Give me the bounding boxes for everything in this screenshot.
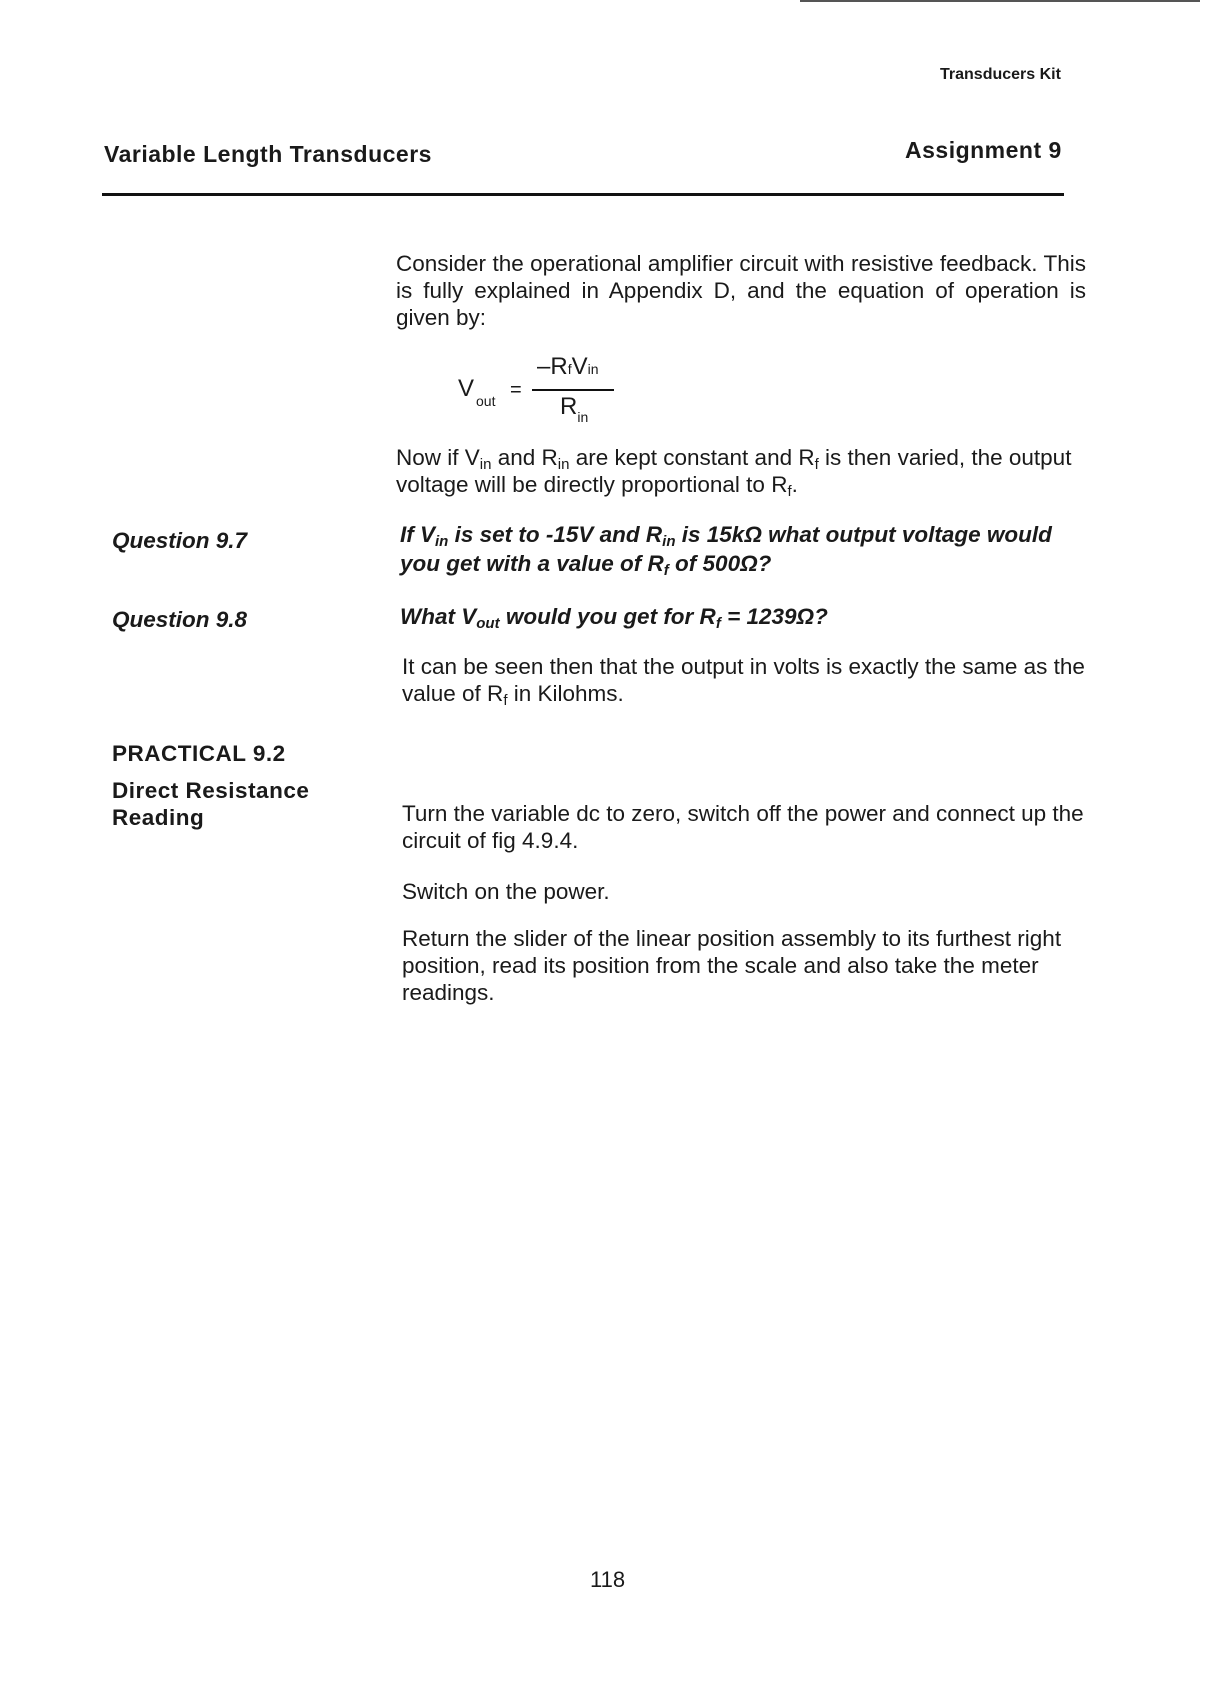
- equation-lhs: V: [458, 375, 475, 402]
- kit-title: Transducers Kit: [940, 66, 1061, 83]
- equation-denominator: $R_{in}$: [560, 393, 589, 425]
- header-rule: [102, 193, 1064, 196]
- fraction-bar: [532, 389, 614, 391]
- step-power-on: Switch on the power.: [402, 879, 610, 904]
- kilohms-paragraph: It can be seen then that the output in volts is exactly the same as the value of $R_f$ in Kilohms.: [402, 654, 1085, 709]
- question-9-7-text: If $V_{in}$ is set to -15V and $R_{in}$ is 15kΩ what output voltage would you get with a value of $R_f$ of 500Ω?: [400, 522, 1052, 579]
- scan-edge-line: [800, 0, 1200, 2]
- question-9-8-label: Question 9.8: [112, 607, 248, 632]
- question-9-8-text: What $V_{out}$ would you get for $R_f = 1239\Omega$?: [400, 604, 828, 632]
- equation-lhs-sub: out: [476, 393, 496, 409]
- question-9-7-label: Question 9.7: [112, 528, 248, 553]
- chapter-title: Variable Length Transducers: [104, 141, 432, 167]
- equation-numerator: –RfVin: [537, 353, 599, 380]
- proportional-paragraph: Now if $V_{in}$ and $R_{in}$ are kept constant and $R_f$ is then varied, the output voltage will be directly proportional to $R_f$.: [396, 445, 1072, 500]
- page-number: 118: [590, 1567, 626, 1592]
- step-return-slider: Return the slider of the linear position assembly to its furthest right position, read its position from the scale and also take the meter readings.: [402, 926, 1062, 1005]
- equation-equals: =: [510, 379, 522, 401]
- assignment-title: Assignment 9: [905, 137, 1062, 163]
- practical-subtitle: Direct Resistance Reading: [112, 778, 310, 830]
- practical-title: PRACTICAL 9.2: [112, 741, 286, 766]
- step-connect-circuit: Turn the variable dc to zero, switch off the power and connect up the circuit of fig 4.9.4.: [402, 801, 1084, 853]
- op-amp-equation: [452, 355, 632, 435]
- intro-paragraph: Consider the operational amplifier circuit with resistive feedback. This is fully explained in Appendix D, and the equation of operation is given by:: [396, 251, 1086, 330]
